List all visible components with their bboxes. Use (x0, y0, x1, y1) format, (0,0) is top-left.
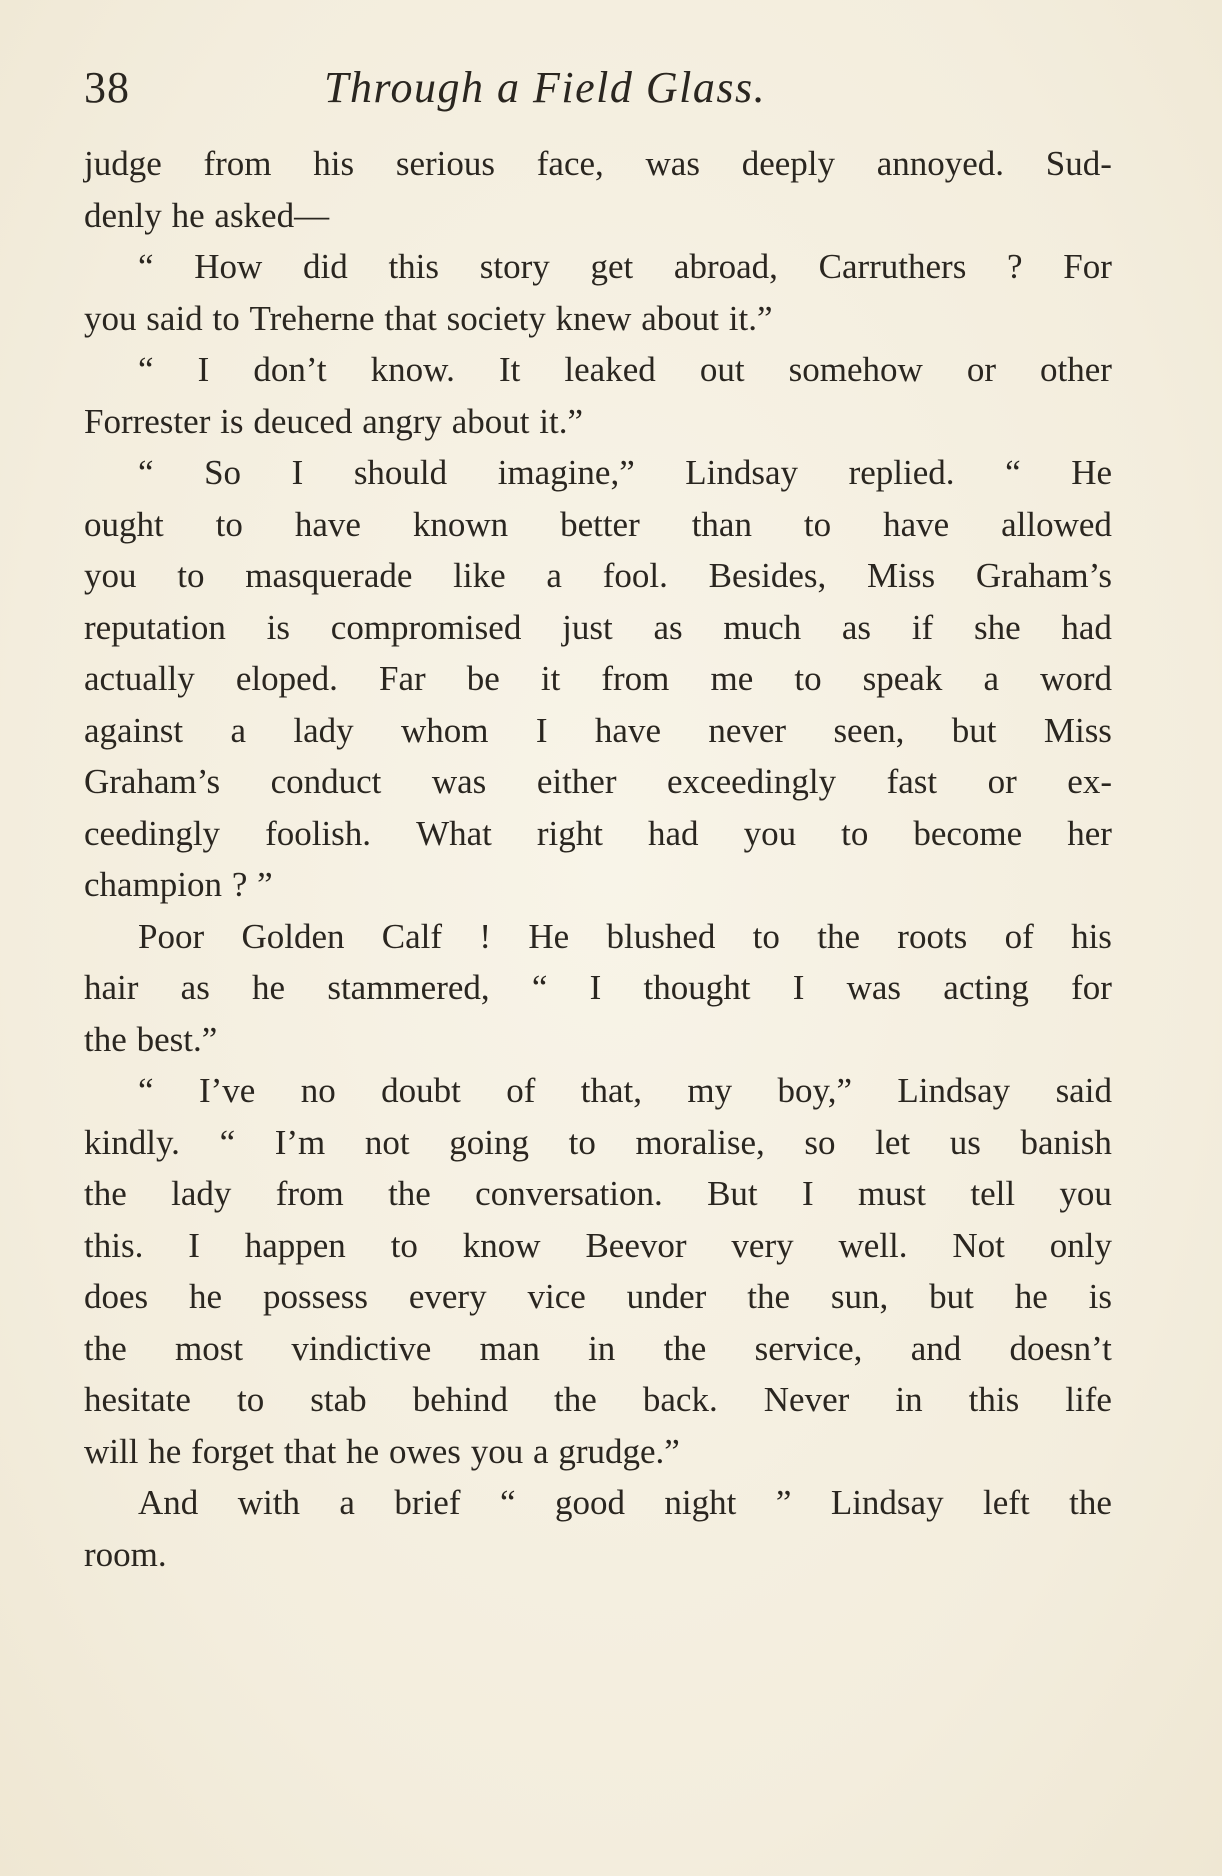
text-line (84, 1014, 1112, 1066)
text-line (84, 190, 1112, 242)
word: “ (138, 453, 154, 492)
word: ! (479, 916, 492, 956)
word: ceedingly (84, 813, 221, 853)
word: this (968, 1380, 1020, 1419)
word: that (384, 298, 437, 338)
text-line (84, 911, 1112, 963)
word: the (388, 1174, 431, 1213)
word: vice (527, 1277, 586, 1316)
word: exceedingly (667, 762, 837, 801)
word: Far (378, 659, 426, 698)
word: or (966, 350, 996, 389)
word: better (560, 504, 640, 544)
word: “ (531, 968, 548, 1007)
word: I (188, 1225, 200, 1265)
word: get (590, 247, 634, 286)
word: like (453, 556, 506, 595)
word: to (568, 1122, 596, 1162)
word: somehow (788, 350, 923, 389)
word: know. (370, 350, 455, 389)
word: it.” (539, 401, 584, 441)
word: either (536, 762, 617, 801)
word: was (645, 144, 700, 183)
word: he (346, 1431, 380, 1471)
word: serious (395, 144, 496, 183)
word: the (747, 1277, 790, 1316)
word: abroad, (673, 247, 778, 286)
word: night (664, 1483, 737, 1522)
word: us (949, 1122, 981, 1162)
word: a (230, 710, 247, 750)
word: Lindsay (685, 453, 799, 492)
word: roots (897, 916, 968, 956)
text-line (84, 705, 1112, 757)
word: ? (1007, 247, 1023, 286)
word: right (536, 813, 603, 853)
word: “ (1005, 453, 1021, 492)
word: a (339, 1483, 355, 1522)
word: this (388, 247, 440, 286)
word: for (1071, 968, 1112, 1007)
word: it.” (728, 298, 773, 338)
word: doubt (381, 1071, 461, 1110)
word: does (84, 1277, 149, 1316)
text-line (84, 1220, 1112, 1272)
word: seen, (833, 710, 905, 750)
word: the (817, 916, 860, 956)
word: so (804, 1122, 836, 1162)
body-text (84, 138, 1112, 1580)
word: face, (536, 144, 604, 183)
word: is (220, 401, 244, 441)
word: Not (952, 1225, 1005, 1265)
word: ” (775, 1483, 792, 1522)
text-line (84, 962, 1112, 1014)
text-line (84, 1271, 1112, 1323)
word: most (175, 1328, 244, 1368)
word: is (266, 607, 291, 647)
word: “ (138, 1071, 154, 1110)
word: let (875, 1122, 911, 1162)
word: angry (362, 401, 442, 441)
word: very (731, 1225, 794, 1265)
word: the (84, 1019, 127, 1059)
word: moralise, (635, 1122, 765, 1162)
word: blushed (606, 916, 716, 956)
text-line (84, 1426, 1112, 1478)
text-line (84, 1323, 1112, 1375)
word: conversation. (475, 1174, 663, 1213)
word: as (180, 968, 210, 1007)
word: will (84, 1431, 139, 1471)
word: of (1004, 916, 1034, 956)
word: asked— (214, 195, 330, 235)
word: it (540, 659, 561, 698)
word: is (1088, 1277, 1112, 1316)
word: her (1067, 813, 1112, 853)
word: ex- (1067, 762, 1112, 801)
word: ? (231, 865, 248, 904)
word: the (84, 1328, 127, 1368)
text-line (84, 241, 1112, 293)
word: out (699, 350, 745, 389)
word: thought (643, 968, 751, 1007)
word: well. (838, 1225, 908, 1265)
word: left (983, 1483, 1030, 1522)
word: the (1069, 1483, 1112, 1522)
word: vindictive (291, 1328, 432, 1368)
word: he (189, 1277, 223, 1316)
word: back. (642, 1380, 718, 1419)
word: He (528, 916, 570, 956)
word: Miss (867, 556, 936, 595)
word: best.” (136, 1019, 218, 1059)
text-line (84, 1529, 1112, 1581)
word: my (687, 1071, 733, 1110)
text-line (84, 756, 1112, 808)
word: man (479, 1328, 540, 1368)
word: Graham’s (84, 762, 221, 801)
word: should (353, 453, 448, 492)
word: the (84, 1174, 127, 1213)
word: whom (401, 710, 489, 750)
word: he (1014, 1277, 1048, 1316)
word: denly (84, 195, 162, 235)
word: about (641, 298, 719, 338)
word: must (857, 1174, 927, 1213)
word: he (252, 968, 286, 1007)
word: just (562, 607, 613, 647)
word: that (283, 1431, 337, 1471)
word: word (1040, 659, 1112, 698)
word: conduct (270, 762, 382, 801)
word: a (532, 1431, 549, 1471)
text-line (84, 138, 1112, 190)
word: with (237, 1483, 300, 1522)
word: to (803, 504, 832, 544)
word: from (601, 659, 670, 698)
word: ought (84, 504, 164, 544)
word: to (794, 659, 822, 698)
word: sun, (830, 1277, 889, 1316)
word: hesitate (84, 1380, 191, 1419)
text-line (84, 602, 1112, 654)
word: Calf (381, 916, 443, 956)
word: he (171, 195, 205, 235)
word: Besides, (708, 556, 827, 595)
page-number: 38 (84, 63, 130, 112)
word: So (204, 453, 242, 492)
text-line (84, 344, 1112, 396)
word: said (1055, 1071, 1112, 1110)
word: was (431, 762, 487, 801)
word: against (84, 710, 184, 750)
word: no (300, 1071, 336, 1110)
word: you (1059, 1174, 1112, 1213)
word: other (1040, 350, 1112, 389)
word: Lindsay (830, 1483, 944, 1522)
word: every (408, 1277, 487, 1316)
word: of (506, 1071, 536, 1110)
word: speak (862, 659, 943, 698)
word: boy,” (777, 1071, 853, 1110)
word: actually (84, 659, 195, 698)
word: in (588, 1328, 616, 1368)
word: this. (84, 1225, 144, 1265)
word: doesn’t (1009, 1328, 1112, 1368)
word: you (470, 1431, 524, 1471)
word: had (648, 813, 699, 853)
word: you (84, 298, 137, 338)
word: acting (943, 968, 1029, 1007)
word: annoyed. (876, 144, 1005, 183)
word: to (236, 1380, 265, 1419)
word: possess (262, 1277, 368, 1316)
word: and (910, 1328, 962, 1368)
word: masquerade (245, 556, 413, 595)
text-line (84, 1374, 1112, 1426)
word: did (303, 247, 348, 286)
word: Beevor (585, 1225, 687, 1265)
word: only (1049, 1225, 1112, 1265)
running-head (84, 62, 1114, 122)
word: Forrester (84, 401, 211, 441)
word: I (197, 350, 210, 389)
text-line (84, 859, 1112, 911)
word: Poor (138, 916, 205, 956)
word: stammered, (327, 968, 490, 1007)
word: Miss (1043, 710, 1112, 750)
word: I (801, 1174, 814, 1213)
word: in (895, 1380, 923, 1419)
word: happen (244, 1225, 346, 1265)
word: service, (754, 1328, 863, 1368)
word: Lindsay (897, 1071, 1011, 1110)
word: It (498, 350, 521, 389)
word: know (462, 1225, 541, 1265)
text-line (84, 550, 1112, 602)
word: as (653, 607, 683, 647)
word: banish (1020, 1122, 1112, 1162)
word: What (416, 813, 492, 853)
word: He (1071, 453, 1112, 492)
word: you (84, 556, 137, 595)
word: “ (138, 247, 154, 286)
word: Treherne (249, 298, 375, 338)
word: hair (84, 968, 139, 1007)
word: life (1065, 1380, 1112, 1419)
word: I (589, 968, 602, 1007)
word: judge (84, 144, 162, 183)
word: to (841, 813, 869, 853)
word: the (554, 1380, 597, 1419)
text-line (84, 1477, 1112, 1529)
word: a (546, 556, 562, 595)
word: was (846, 968, 902, 1007)
word: compromised (330, 607, 522, 647)
word: stab (310, 1380, 367, 1419)
word: from (203, 144, 272, 183)
word: ” (257, 865, 273, 904)
word: But (707, 1174, 758, 1213)
word: I’ve (198, 1071, 256, 1110)
text-line (84, 396, 1112, 448)
word: tell (970, 1174, 1016, 1213)
word: under (626, 1277, 707, 1316)
word: but (929, 1277, 974, 1316)
word: to (215, 504, 243, 544)
word: knew (555, 298, 632, 338)
word: replied. (848, 453, 955, 492)
word: Sud- (1045, 144, 1112, 183)
word: deeply (741, 144, 835, 183)
word: have (294, 504, 361, 544)
word: story (479, 247, 550, 286)
word: from (275, 1174, 344, 1213)
word: have (594, 710, 661, 750)
word: his (1071, 916, 1112, 956)
word: much (723, 607, 802, 647)
word: imagine,” (497, 453, 635, 492)
word: as (841, 607, 872, 647)
word: owes (388, 1431, 461, 1471)
word: going (449, 1122, 529, 1162)
word: to (177, 556, 205, 595)
word: his (313, 144, 355, 183)
word: that, (580, 1071, 642, 1110)
word: a (983, 659, 999, 698)
word: to (212, 298, 240, 338)
word: be (466, 659, 500, 698)
word: to (752, 916, 780, 956)
word: lady (293, 710, 354, 750)
word: forget (191, 1431, 275, 1471)
word: Never (763, 1380, 850, 1419)
word: leaked (564, 350, 656, 389)
text-line (84, 447, 1112, 499)
word: known (412, 504, 509, 544)
text-line (84, 653, 1112, 705)
word: the (663, 1328, 707, 1368)
word: Golden (241, 916, 345, 956)
word: don’t (253, 350, 327, 389)
word: grudge.” (558, 1431, 680, 1471)
word: society (446, 298, 546, 338)
word: had (1061, 607, 1112, 647)
word: “ (219, 1122, 236, 1162)
word: room. (84, 1534, 167, 1574)
text-line (84, 808, 1112, 860)
word: “ (138, 350, 154, 389)
word: said (146, 298, 203, 338)
word: you (743, 813, 797, 853)
word: allowed (1001, 504, 1112, 544)
word: but (951, 710, 997, 750)
word: lady (171, 1174, 232, 1213)
word: I (535, 710, 548, 750)
text-line (84, 1117, 1112, 1169)
word: reputation (84, 607, 226, 647)
word: fast (886, 762, 938, 801)
word: than (691, 504, 752, 544)
word: or (987, 762, 1017, 801)
word: she (973, 607, 1021, 647)
text-line (84, 293, 1112, 345)
word: become (913, 813, 1023, 853)
word: And (138, 1483, 199, 1522)
word: me (710, 659, 754, 698)
word: deuced (253, 401, 353, 441)
word: he (148, 1431, 182, 1471)
word: I (291, 453, 304, 492)
text-line (84, 499, 1112, 551)
word: Carruthers (818, 247, 967, 286)
word: kindly. (84, 1122, 180, 1162)
word: For (1063, 247, 1112, 286)
word: eloped. (235, 659, 338, 698)
word: to (390, 1225, 418, 1265)
word: How (194, 247, 263, 286)
word: I (792, 968, 805, 1007)
word: not (364, 1122, 410, 1162)
word: I’m (274, 1122, 326, 1162)
word: Graham’s (975, 556, 1112, 595)
word: champion (84, 865, 223, 904)
word: never (708, 710, 787, 750)
word: brief (394, 1483, 461, 1522)
word: fool. (602, 556, 668, 595)
word: about (451, 401, 530, 441)
text-line (84, 1065, 1112, 1117)
word: behind (412, 1380, 508, 1419)
word: “ (499, 1483, 516, 1522)
word: good (554, 1483, 625, 1522)
running-title: Through a Field Glass. (324, 63, 767, 112)
word: foolish. (265, 813, 372, 853)
word: have (883, 504, 950, 544)
word: if (911, 607, 934, 647)
text-line (84, 1168, 1112, 1220)
